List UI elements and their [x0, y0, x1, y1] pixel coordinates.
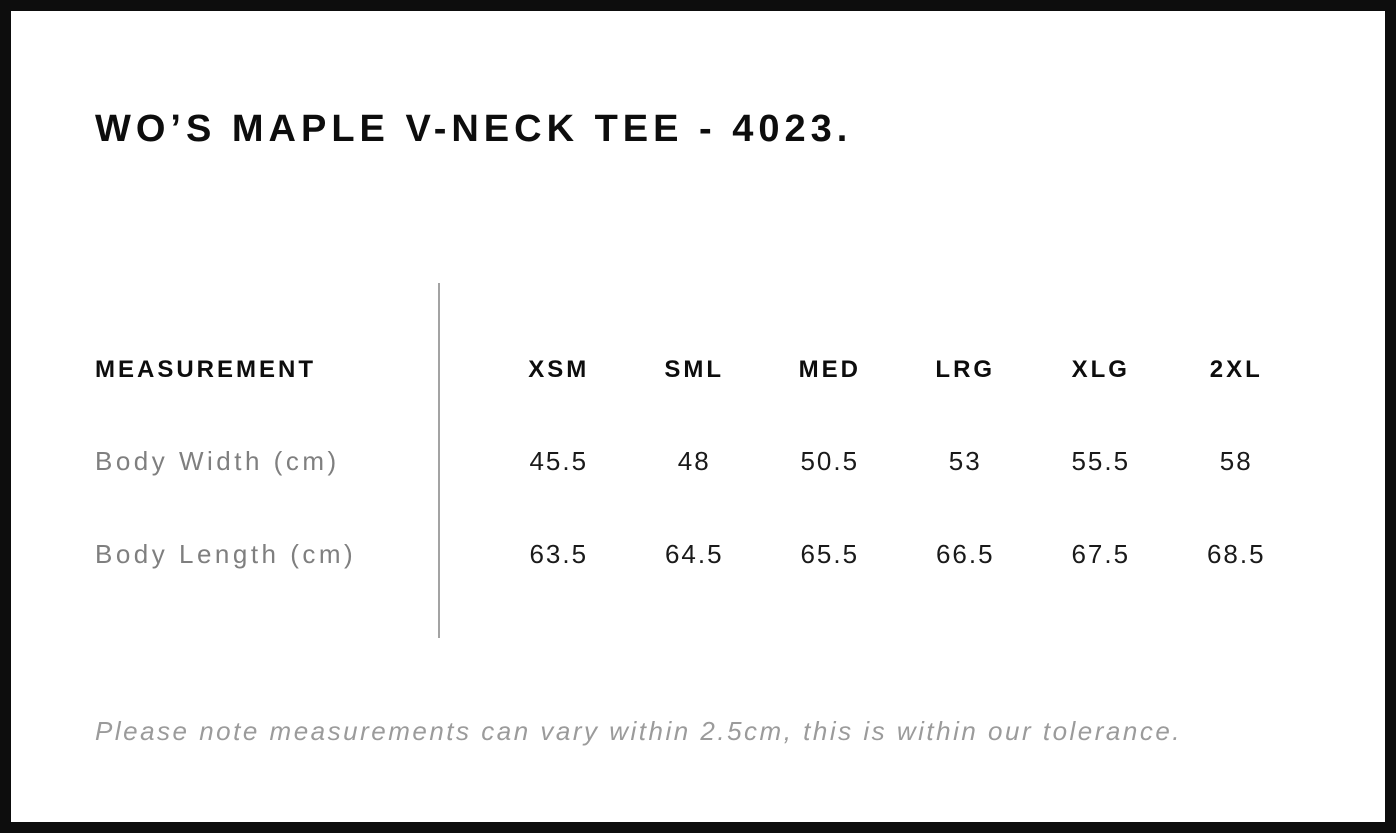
body-width-med: 50.5	[800, 445, 860, 476]
column-header-lrg: LRG	[935, 356, 996, 383]
row-label-body-width: Body Width (cm)	[95, 445, 340, 476]
body-length-sml: 64.5	[664, 538, 724, 569]
column-header-xsm: XSM	[528, 356, 590, 383]
tolerance-note: Please note measurements can vary within 2.5cm, this is within our tolerance.	[95, 716, 1183, 746]
body-length-med: 65.5	[800, 538, 860, 569]
body-width-2xl: 58	[1219, 445, 1253, 476]
body-length-lrg: 66.5	[935, 538, 995, 569]
column-header-xlg: XLG	[1071, 356, 1130, 383]
row-label-body-length: Body Length (cm)	[95, 538, 357, 569]
table-header-row	[95, 350, 1304, 390]
body-width-lrg: 53	[948, 445, 982, 476]
body-length-xlg: 67.5	[1071, 538, 1131, 569]
body-length-2xl: 68.5	[1206, 538, 1266, 569]
body-width-sml: 48	[677, 445, 711, 476]
table-row-body-width	[95, 441, 1304, 481]
column-header-measurement: MEASUREMENT	[95, 356, 317, 383]
body-width-xlg: 55.5	[1071, 445, 1131, 476]
body-length-xsm: 63.5	[529, 538, 589, 569]
column-header-sml: SML	[664, 356, 725, 383]
table-row-body-length	[95, 534, 1304, 574]
page-title: WO’S MAPLE V-NECK TEE - 4023.	[95, 108, 853, 150]
column-header-med: MED	[798, 356, 861, 383]
body-width-xsm: 45.5	[529, 445, 589, 476]
column-header-2xl: 2XL	[1209, 356, 1263, 383]
